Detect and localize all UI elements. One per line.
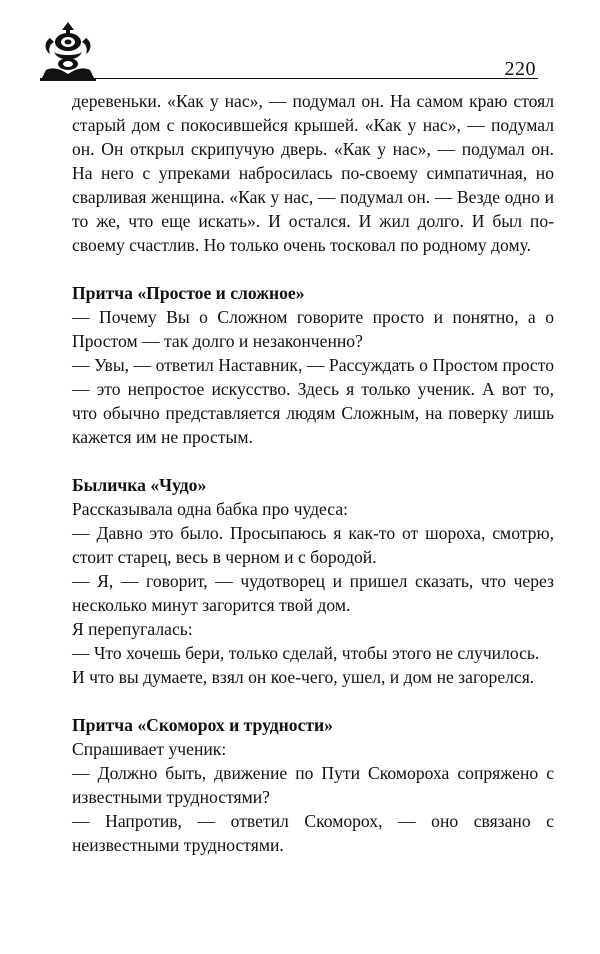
paragraph: — Почему Вы о Сложном говорите просто и понятно, а о Простом — так долго и незаконченно? bbox=[72, 307, 554, 351]
paragraph: — Напротив, — ответил Скоморох, — оно связано с неизвестными трудностями. bbox=[72, 811, 554, 855]
page-number: 220 bbox=[504, 58, 536, 80]
paragraph: Спрашивает ученик: bbox=[72, 739, 227, 759]
section-title-chudo: Быличка «Чудо» bbox=[72, 475, 207, 495]
paragraph: И что вы думаете, взял он кое-чего, ушел, и дом не загорелся. bbox=[72, 667, 535, 687]
paragraph: — Что хочешь бери, только сделай, чтобы этого не случилось. bbox=[72, 643, 540, 663]
header-rule bbox=[96, 78, 538, 79]
section-title-prostoe: Притча «Простое и сложное» bbox=[72, 283, 305, 303]
paragraph: — Давно это было. Просыпаюсь я как-то от шороха, смотрю, стоит старец, весь в черном и с бородой. bbox=[72, 523, 554, 567]
section-title-skomorokh: Притча «Скоморох и трудности» bbox=[72, 715, 333, 735]
page-text bbox=[72, 89, 554, 857]
paragraph: — Должно быть, движение по Пути Скомороха сопряжено с известными трудностями? bbox=[72, 763, 554, 807]
paragraph: — Я, — говорит, — чудотворец и пришел сказать, что через несколько минут загорится твой дом. bbox=[72, 571, 554, 615]
ornament-emblem-icon bbox=[40, 20, 96, 82]
paragraph: Рассказывала одна бабка про чудеса: bbox=[72, 499, 349, 519]
paragraph: деревеньки. «Как у нас», — подумал он. На самом краю стоял старый дом с покосившейся крышей. «Как у нас», — подумал он. Он открыл скрипучую дверь. «Как у нас», — подумал он. На него с упреками набросилась по-своему симпатичная, но сварливая женщина. «Как у нас, — подумал он. — Везде одно и то же, что еще искать». И остался. И жил долго. И был по-своему счастлив. Но только очень тосковал по родному дому. bbox=[72, 91, 554, 255]
paragraph: Я перепугалась: bbox=[72, 619, 193, 639]
paragraph: — Увы, — ответил Наставник, — Рассуждать о Простом просто — это непростое искусство. Здесь я только ученик. А вот то, что обычно представляется людям Сложным, на поверку лишь кажется им не простым. bbox=[72, 355, 554, 447]
